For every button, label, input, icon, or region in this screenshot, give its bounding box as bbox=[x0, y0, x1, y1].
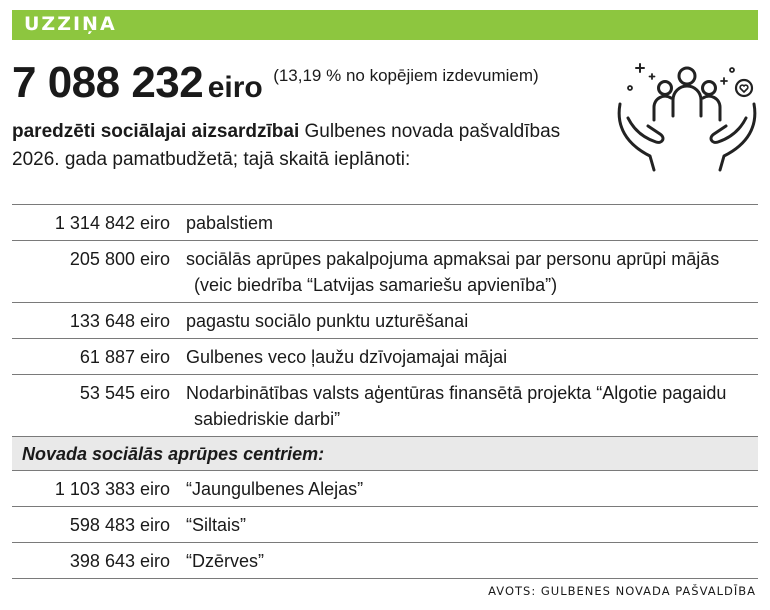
row-amount: 53 545 eiro bbox=[79, 383, 170, 403]
headline bbox=[12, 58, 539, 108]
intro-bold: paredzēti sociālajai aizsardzībai bbox=[12, 121, 300, 142]
budget-table bbox=[12, 204, 758, 579]
source-credit: AVOTS: GULBENES NOVADA PAŠVALDĪBA bbox=[488, 584, 756, 598]
row-description: Nodarbinātības valsts aģentūras finansētā projekta “Algotie pagaidu sabiedriskie darbi” bbox=[186, 383, 727, 429]
total-unit: eiro bbox=[207, 71, 263, 104]
row-description: sociālās aprūpes pakalpojuma apmaksai par personu aprūpi mājās (veic biedrība “Latvijas samariešu apvienība”) bbox=[186, 249, 720, 295]
row-description: Gulbenes veco ļaužu dzīvojamajai mājai bbox=[186, 347, 508, 367]
row-description: “Siltais” bbox=[186, 515, 247, 535]
hands-holding-people-icon bbox=[612, 58, 762, 174]
intro-text bbox=[12, 118, 592, 174]
table-row bbox=[12, 471, 758, 507]
table-row bbox=[12, 303, 758, 339]
table-row bbox=[12, 507, 758, 543]
table-row bbox=[12, 543, 758, 579]
row-amount: 205 800 eiro bbox=[69, 249, 170, 269]
row-description: pagastu sociālo punktu uzturēšanai bbox=[186, 311, 469, 331]
total-amount: 7 088 232 bbox=[12, 58, 204, 107]
row-description: pabalstiem bbox=[186, 213, 274, 233]
total-share: (13,19 % no kopējiem izdevumiem) bbox=[273, 66, 539, 85]
row-amount: 598 483 eiro bbox=[69, 515, 170, 535]
table-row bbox=[12, 339, 758, 375]
intro-rest: Gulbenes novada pašvaldības 2026. gada pamatbudžetā; tajā skaitā ieplānoti: bbox=[12, 121, 561, 170]
row-amount: 61 887 eiro bbox=[79, 347, 170, 367]
centers-heading: Novada sociālās aprūpes centriem: bbox=[12, 437, 758, 471]
header-label: UZZIŅA bbox=[24, 13, 117, 35]
row-amount: 133 648 eiro bbox=[69, 311, 170, 331]
row-amount: 1 103 383 eiro bbox=[54, 479, 170, 499]
header-banner bbox=[12, 10, 758, 40]
row-amount: 1 314 842 eiro bbox=[54, 213, 170, 233]
table-row bbox=[12, 375, 758, 437]
row-description: “Dzērves” bbox=[186, 551, 265, 571]
row-amount: 398 643 eiro bbox=[69, 551, 170, 571]
table-row bbox=[12, 241, 758, 303]
table-row bbox=[12, 205, 758, 241]
row-description: “Jaungulbenes Alejas” bbox=[186, 479, 364, 499]
